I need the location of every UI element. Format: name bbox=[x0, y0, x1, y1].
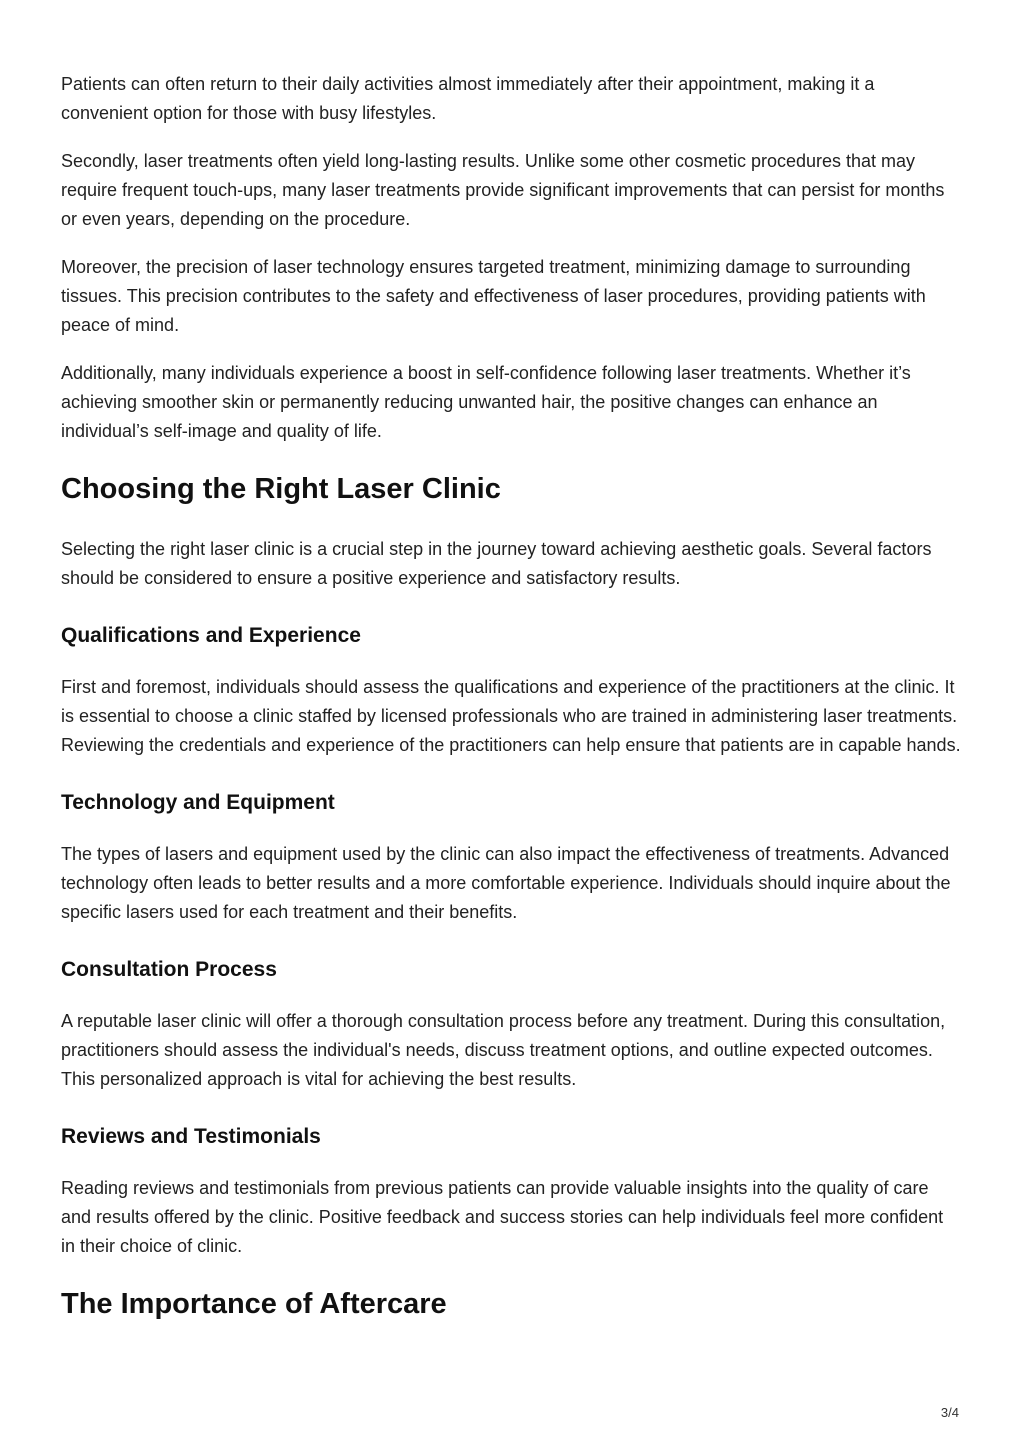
heading-choosing-right-laser-clinic: Choosing the Right Laser Clinic bbox=[61, 473, 501, 505]
heading-reviews-testimonials: Reviews and Testimonials bbox=[61, 1125, 321, 1148]
paragraph-precision: Moreover, the precision of laser technology ensures targeted treatment, minimizing damage to surrounding tissues. This precision contributes to the safety and effectiveness of laser procedures, providing patients with peace of mind. bbox=[61, 257, 926, 335]
paragraph-consultation-process: A reputable laser clinic will offer a thorough consultation process before any treatment. During this consultation, practitioners should assess the individual's needs, discuss treatment options, and outline expected outcomes. This personalized approach is vital for achieving the best results. bbox=[61, 1011, 946, 1089]
heading-qualifications-experience: Qualifications and Experience bbox=[61, 624, 361, 647]
paragraph-technology-equipment: The types of lasers and equipment used by the clinic can also impact the effectiveness of treatments. Advanced technology often leads to better results and a more comfortable experience. Individuals should inquire about the specific lasers used for each treatment and their benefits. bbox=[61, 844, 951, 922]
paragraph-qualifications-experience: First and foremost, individuals should assess the qualifications and experience of the practitioners at the clinic. It is essential to choose a clinic staffed by licensed professionals who are trained in administering laser treatments. Reviewing the credentials and experience of the practitioners can help ensure that patients are in capable hands. bbox=[61, 677, 961, 755]
paragraph-long-lasting-results: Secondly, laser treatments often yield long-lasting results. Unlike some other cosmetic procedures that may require frequent touch-ups, many laser treatments provide significant improvements that can persist for months or even years, depending on the procedure. bbox=[61, 151, 945, 229]
heading-consultation-process: Consultation Process bbox=[61, 958, 277, 981]
heading-technology-equipment: Technology and Equipment bbox=[61, 791, 335, 814]
page-number: 3/4 bbox=[940, 1405, 959, 1420]
heading-importance-of-aftercare: The Importance of Aftercare bbox=[61, 1288, 447, 1320]
paragraph-reviews-testimonials: Reading reviews and testimonials from previous patients can provide valuable insights into the quality of care and results offered by the clinic. Positive feedback and success stories can help individuals feel more confident in their choice of clinic. bbox=[61, 1178, 944, 1256]
document-page bbox=[61, 70, 961, 1350]
paragraph-self-confidence: Additionally, many individuals experience a boost in self-confidence following laser treatments. Whether it’s achieving smoother skin or permanently reducing unwanted hair, the positive changes can enhance an individual’s self-image and quality of life. bbox=[61, 363, 911, 441]
paragraph-return-to-activities: Patients can often return to their daily activities almost immediately after their appointment, making it a convenient option for those with busy lifestyles. bbox=[61, 74, 875, 123]
paragraph-selecting-clinic: Selecting the right laser clinic is a crucial step in the journey toward achieving aesthetic goals. Several factors should be considered to ensure a positive experience and satisfactory results. bbox=[61, 539, 932, 588]
